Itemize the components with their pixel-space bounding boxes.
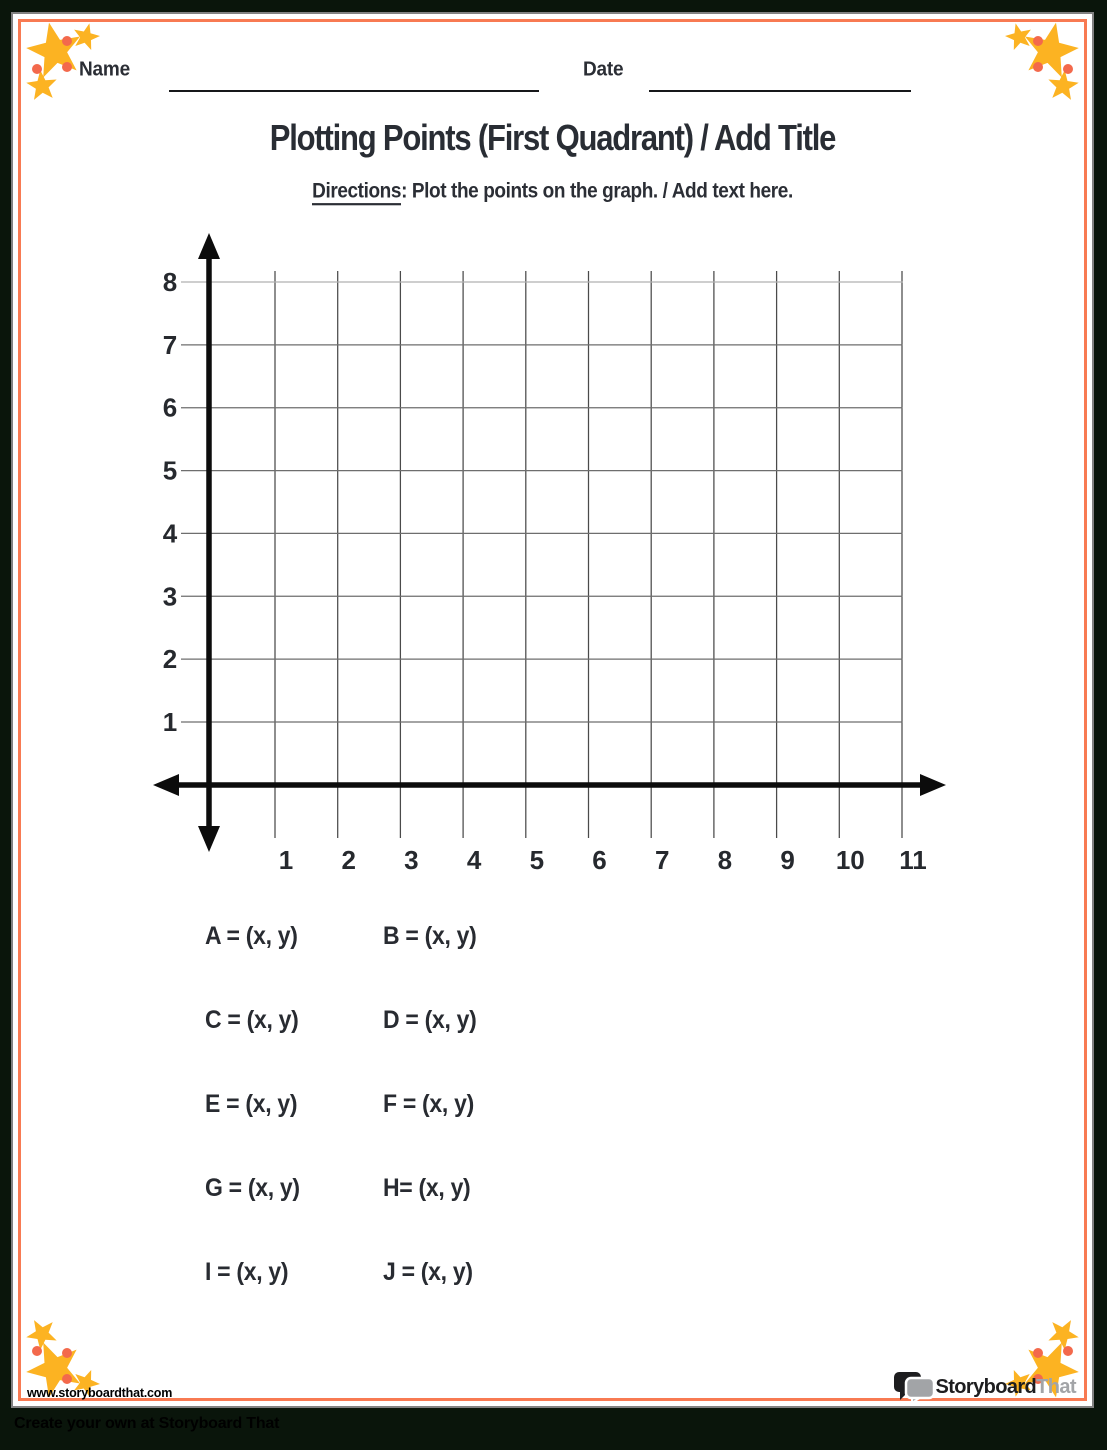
- y-axis-tick-label: 3: [162, 581, 178, 612]
- x-axis-tick-label: 5: [529, 845, 545, 875]
- point-label-d: D = (x, y): [383, 1004, 477, 1034]
- y-axis-tick-label: 5: [162, 455, 178, 486]
- point-label-f: F = (x, y): [383, 1088, 474, 1118]
- star-cluster-bottom-left: [15, 1269, 150, 1404]
- worksheet-page: [11, 12, 1094, 1408]
- arrow-right-icon: [920, 774, 946, 796]
- dot-icon: [32, 1346, 42, 1356]
- dot-icon: [32, 64, 42, 74]
- y-axis-tick-label: 4: [162, 518, 178, 549]
- x-axis-tick-label: 11: [899, 845, 927, 875]
- x-axis-tick-label: 9: [780, 845, 795, 875]
- dot-icon: [1063, 64, 1073, 74]
- x-axis-tick-label: 6: [592, 845, 607, 875]
- logo-storyboard: Storyboard: [935, 1375, 1037, 1398]
- star-icon: [1048, 70, 1078, 100]
- dot-icon: [62, 62, 72, 72]
- y-axis-tick-label: 8: [162, 267, 178, 297]
- star-icon: [26, 1320, 56, 1350]
- arrow-up-icon: [198, 233, 220, 259]
- x-axis-tick-label: 3: [404, 845, 419, 875]
- star-icon: [26, 70, 56, 100]
- arrow-down-icon: [198, 826, 220, 852]
- dot-icon: [1063, 1346, 1073, 1356]
- create-your-own-link[interactable]: Create your own at Storyboard That: [14, 1415, 280, 1432]
- directions-text: : Plot the points on the graph. / Add text here.: [401, 180, 793, 204]
- dot-icon: [62, 1374, 72, 1384]
- dot-icon: [62, 36, 72, 46]
- name-write-line: [169, 90, 539, 92]
- x-axis-tick-label: 8: [717, 845, 733, 875]
- y-axis-tick-label: 2: [162, 644, 178, 675]
- point-label-c: C = (x, y): [205, 1004, 299, 1034]
- dot-icon: [62, 1348, 72, 1358]
- y-axis-tick-label: 1: [162, 706, 178, 737]
- star-icon: [1048, 1320, 1078, 1350]
- directions-label: Directions: [312, 180, 401, 205]
- point-label-j: J = (x, y): [383, 1256, 473, 1286]
- directions: [13, 180, 1092, 204]
- point-label-b: B = (x, y): [383, 920, 477, 950]
- point-label-e: E = (x, y): [205, 1088, 298, 1118]
- date-write-line: [649, 90, 911, 92]
- logo-that: That: [1036, 1375, 1076, 1398]
- point-label-i: I = (x, y): [205, 1256, 289, 1286]
- x-axis-tick-label: 4: [466, 845, 482, 875]
- worksheet-title: Plotting Points (First Quadrant) / Add Title: [269, 117, 836, 159]
- dot-icon: [1033, 62, 1043, 72]
- dot-icon: [1033, 1348, 1043, 1358]
- dot-icon: [1033, 36, 1043, 46]
- coordinate-grid: [13, 227, 1096, 887]
- point-label-g: G = (x, y): [205, 1172, 300, 1202]
- x-axis-tick-label: 10: [835, 845, 865, 875]
- storyboardthat-logo[interactable]: [893, 1370, 1076, 1404]
- point-label-a: A = (x, y): [205, 920, 298, 950]
- y-axis-tick-label: 7: [162, 329, 178, 360]
- speech-bubbles-icon: [893, 1371, 935, 1403]
- x-axis-tick-label: 7: [654, 845, 670, 875]
- date-label: Date: [583, 58, 624, 81]
- logo-text: [935, 1376, 1076, 1399]
- name-label: Name: [79, 58, 130, 81]
- x-axis-tick-label: 2: [341, 845, 356, 875]
- x-axis-tick-label: 1: [278, 845, 294, 875]
- arrow-left-icon: [153, 774, 179, 796]
- y-axis-tick-label: 6: [162, 392, 178, 423]
- star-icon: [74, 23, 100, 50]
- points-list: [205, 920, 477, 1286]
- star-icon: [1005, 23, 1031, 50]
- point-label-h: H= (x, y): [383, 1172, 471, 1202]
- watermark-url: www.storyboardthat.com: [27, 1386, 173, 1400]
